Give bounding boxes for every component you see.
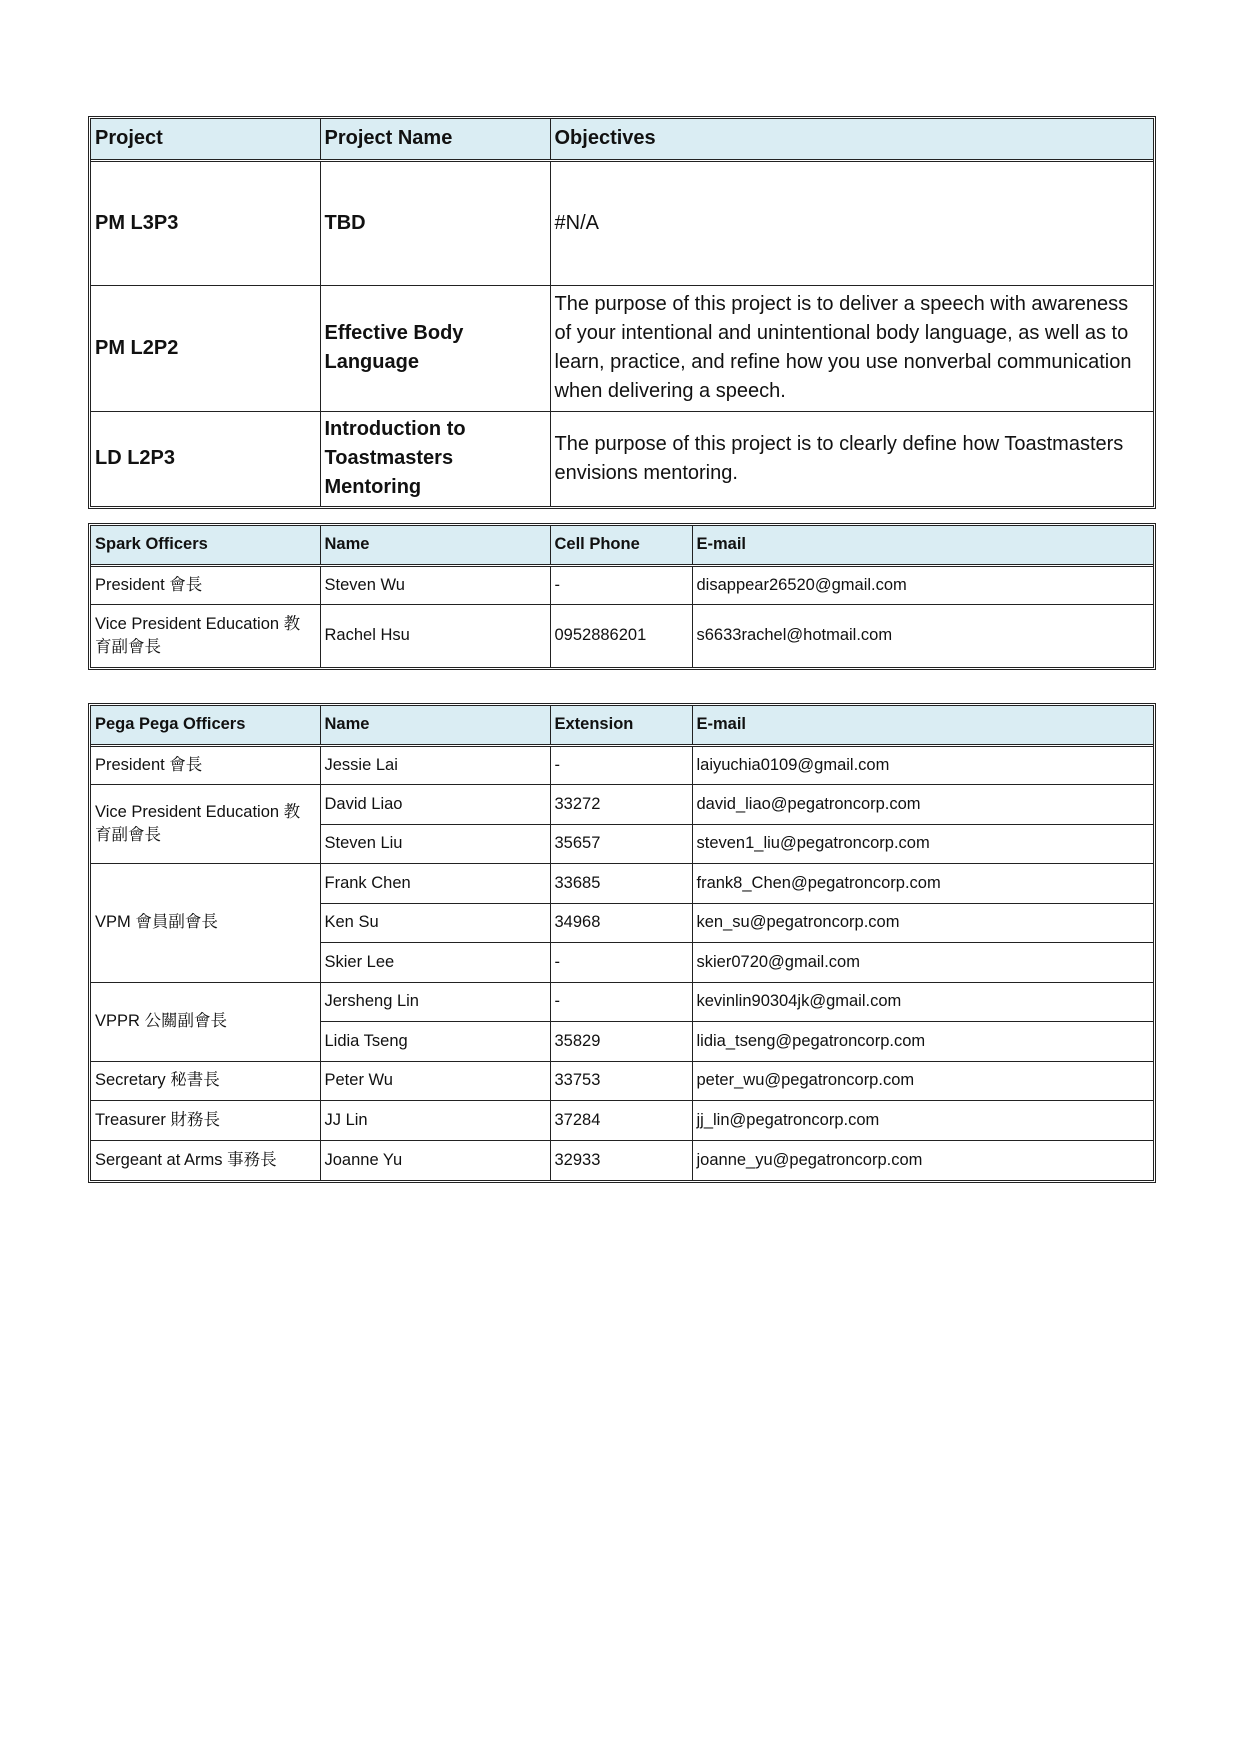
officer-name: Jessie Lai: [320, 745, 550, 785]
officer-name: Skier Lee: [320, 943, 550, 983]
header-email: E-mail: [692, 526, 1153, 565]
officer-role: Vice President Education 教育副會長: [91, 605, 320, 667]
table-row: [91, 864, 1153, 904]
officer-role: Vice President Education 教育副會長: [91, 785, 320, 864]
officer-email: jj_lin@pegatroncorp.com: [692, 1101, 1153, 1141]
officer-name: Lidia Tseng: [320, 1022, 550, 1062]
officer-email: lidia_tseng@pegatroncorp.com: [692, 1022, 1153, 1062]
table-row: [91, 605, 1153, 667]
header-email: E-mail: [692, 706, 1153, 745]
officer-extension: -: [550, 943, 692, 983]
pega-officers-table: [88, 703, 1156, 1183]
project-objective: The purpose of this project is to deliver a speech with awareness of your intentional and unintentional body language, as well as to learn, practice, and refine how you use nonverbal communication when delivering a speech.: [550, 285, 1153, 411]
officer-email: kevinlin90304jk@gmail.com: [692, 982, 1153, 1022]
table-row: [91, 565, 1153, 605]
project-name: Effective Body Language: [320, 285, 550, 411]
header-name: Name: [320, 706, 550, 745]
officer-name: JJ Lin: [320, 1101, 550, 1141]
project-code: PM L2P2: [91, 285, 320, 411]
table-row: [91, 745, 1153, 785]
table-row: [91, 785, 1153, 825]
project-objective: #N/A: [550, 160, 1153, 285]
officer-role: Sergeant at Arms 事務長: [91, 1140, 320, 1180]
header-objectives: Objectives: [550, 119, 1153, 160]
officer-extension: 37284: [550, 1101, 692, 1141]
officer-email: frank8_Chen@pegatroncorp.com: [692, 864, 1153, 904]
officer-extension: 33685: [550, 864, 692, 904]
officer-name: Rachel Hsu: [320, 605, 550, 667]
officer-role: Secretary 秘書長: [91, 1061, 320, 1101]
header-name: Name: [320, 526, 550, 565]
officer-email: joanne_yu@pegatroncorp.com: [692, 1140, 1153, 1180]
table-row: [91, 1140, 1153, 1180]
officer-name: Jersheng Lin: [320, 982, 550, 1022]
officer-email: steven1_liu@pegatroncorp.com: [692, 824, 1153, 864]
header-project-name: Project Name: [320, 119, 550, 160]
header-project: Project: [91, 119, 320, 160]
table-row: [91, 1101, 1153, 1141]
table-header-row: [91, 706, 1153, 745]
officer-name: Frank Chen: [320, 864, 550, 904]
table-row: [91, 411, 1153, 506]
table-header-row: [91, 119, 1153, 160]
projects-table: [88, 116, 1156, 509]
officer-role: Treasurer 財務長: [91, 1101, 320, 1141]
table-row: [91, 285, 1153, 411]
officer-name: Steven Wu: [320, 565, 550, 605]
officer-name: Joanne Yu: [320, 1140, 550, 1180]
officer-email: peter_wu@pegatroncorp.com: [692, 1061, 1153, 1101]
officer-phone: -: [550, 565, 692, 605]
officer-name: Peter Wu: [320, 1061, 550, 1101]
officer-email: disappear26520@gmail.com: [692, 565, 1153, 605]
officer-name: David Liao: [320, 785, 550, 825]
header-extension: Extension: [550, 706, 692, 745]
officer-name: Steven Liu: [320, 824, 550, 864]
officer-extension: 35657: [550, 824, 692, 864]
table-header-row: [91, 526, 1153, 565]
officer-role: VPM 會員副會長: [91, 864, 320, 983]
officer-name: Ken Su: [320, 903, 550, 943]
project-objective: The purpose of this project is to clearly define how Toastmasters envisions mentoring.: [550, 411, 1153, 506]
officer-role: VPPR 公關副會長: [91, 982, 320, 1061]
officer-role: President 會長: [91, 745, 320, 785]
officer-email: s6633rachel@hotmail.com: [692, 605, 1153, 667]
spark-officers-table: [88, 523, 1156, 670]
officer-extension: 33272: [550, 785, 692, 825]
project-code: PM L3P3: [91, 160, 320, 285]
header-phone: Cell Phone: [550, 526, 692, 565]
officer-email: ken_su@pegatroncorp.com: [692, 903, 1153, 943]
header-role: Pega Pega Officers: [91, 706, 320, 745]
officer-extension: 33753: [550, 1061, 692, 1101]
officer-email: skier0720@gmail.com: [692, 943, 1153, 983]
officer-extension: -: [550, 745, 692, 785]
header-role: Spark Officers: [91, 526, 320, 565]
project-code: LD L2P3: [91, 411, 320, 506]
officer-email: laiyuchia0109@gmail.com: [692, 745, 1153, 785]
officer-email: david_liao@pegatroncorp.com: [692, 785, 1153, 825]
project-name: TBD: [320, 160, 550, 285]
table-row: [91, 160, 1153, 285]
officer-role: President 會長: [91, 565, 320, 605]
officer-phone: 0952886201: [550, 605, 692, 667]
project-name: Introduction to Toastmasters Mentoring: [320, 411, 550, 506]
officer-extension: 35829: [550, 1022, 692, 1062]
officer-extension: -: [550, 982, 692, 1022]
table-row: [91, 982, 1153, 1022]
officer-extension: 34968: [550, 903, 692, 943]
table-row: [91, 1061, 1153, 1101]
officer-extension: 32933: [550, 1140, 692, 1180]
